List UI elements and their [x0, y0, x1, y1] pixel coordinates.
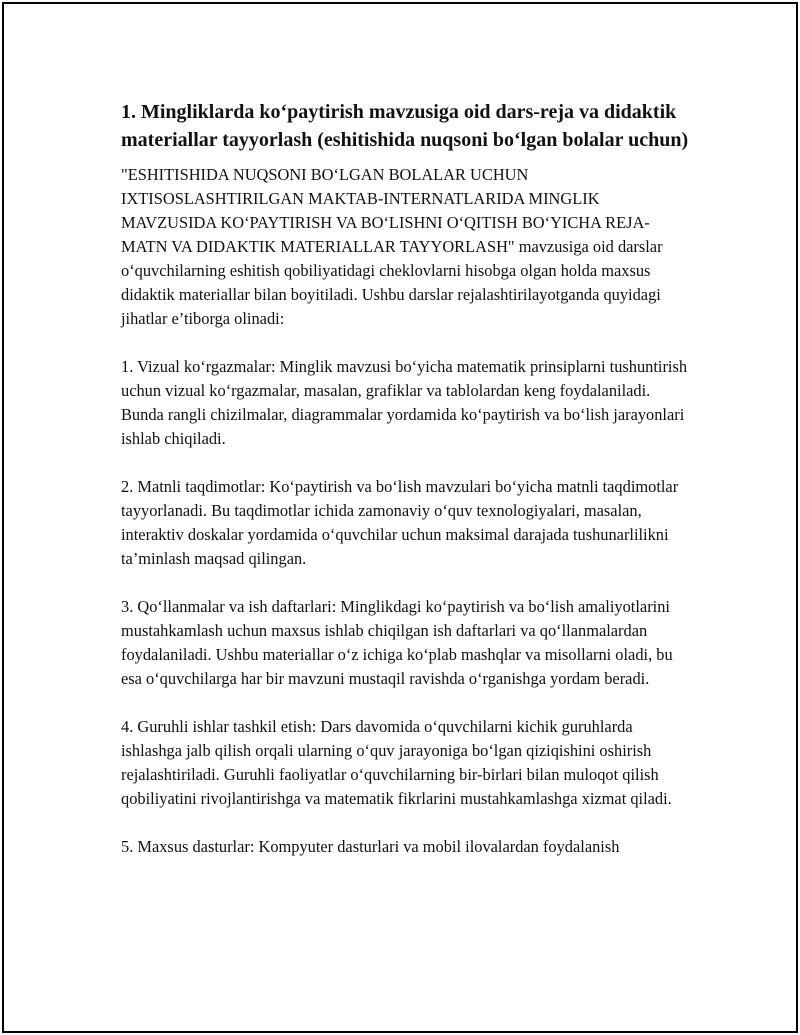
paragraph-manuals-workbooks: 3. Qo‘llanmalar va ish daftarlari: Minglikdagi ko‘paytirish va bo‘lish amaliyotlarini mustahkamlash uchun maxsus ishlab chiqilgan ish daftarlari va qo‘llanmalardan foydalaniladi. Ushbu materiallar o‘z ichiga ko‘plab mashqlar va misollarni oladi, bu esa o‘quvchilarga har bir mavzuni mustaqil ravishda o‘rganishga yordam beradi.: [121, 597, 673, 688]
paragraph-group-work: 4. Guruhli ishlar tashkil etish: Dars davomida o‘quvchilarni kichik guruhlarda ishlashga jalb qilish orqali ularning o‘quv jarayoniga bo‘lgan qiziqishini oshirish rejalashtiriladi. Guruhli faoliyatlar o‘quvchilarning bir-birlari bilan muloqot qilish qobiliyatini rivojlantirishga va matematik fikrlarini mustahkamlashga xizmat qiladi.: [121, 717, 672, 808]
document-page: [2, 2, 798, 1033]
paragraph-visual-aids: 1. Vizual ko‘rgazmalar: Minglik mavzusi bo‘yicha matematik prinsiplarni tushuntirish uchun vizual ko‘rgazmalar, masalan, grafiklar va tablolardan keng foydalaniladi. Bunda rangli chizilmalar, diagrammalar yordamida ko‘paytirish va bo‘lish jarayonlari ishlab chiqiladi.: [121, 357, 688, 448]
intro-paragraph: "ESHITISHIDA NUQSONI BO‘LGAN BOLALAR UCHUN IXTISOSLASHTIRILGAN MAKTAB-INTERNATLARIDA MINGLIK MAVZUSIDA KO‘PAYTIRISH VA BO‘LISHNI O‘QITISH BO‘YICHA REJA-MATN VA DIDAKTIK MATERIALLAR TAYYORLASH" mavzusiga oid darslar o‘quvchilarning eshitish qobiliyatidagi cheklovlarni hisobga olgan holda maxsus didaktik materiallar bilan boyitiladi. Ushbu darslar rejalashtirilayotganda quyidagi jihatlar e’tiborga olinadi:: [121, 165, 663, 328]
paragraph-text-presentations: 2. Matnli taqdimotlar: Ko‘paytirish va bo‘lish mavzulari bo‘yicha matnli taqdimotlar tayyorlanadi. Bu taqdimotlar ichida zamonaviy o‘quv texnologiyalari, masalan, interaktiv doskalar yordamida o‘quvchilar uchun maksimal darajada tushunarlilikni ta’minlash maqsad qilingan.: [121, 477, 679, 568]
document-content: [121, 98, 691, 883]
document-title: 1. Mingliklarda ko‘paytirish mavzusiga oid dars-reja va didaktik materiallar tayyorlash (eshitishida nuqsoni bo‘lgan bolalar uchun): [121, 101, 689, 151]
paragraph-special-programs: 5. Maxsus dasturlar: Kompyuter dasturlari va mobil ilovalardan foydalanish: [121, 837, 620, 856]
